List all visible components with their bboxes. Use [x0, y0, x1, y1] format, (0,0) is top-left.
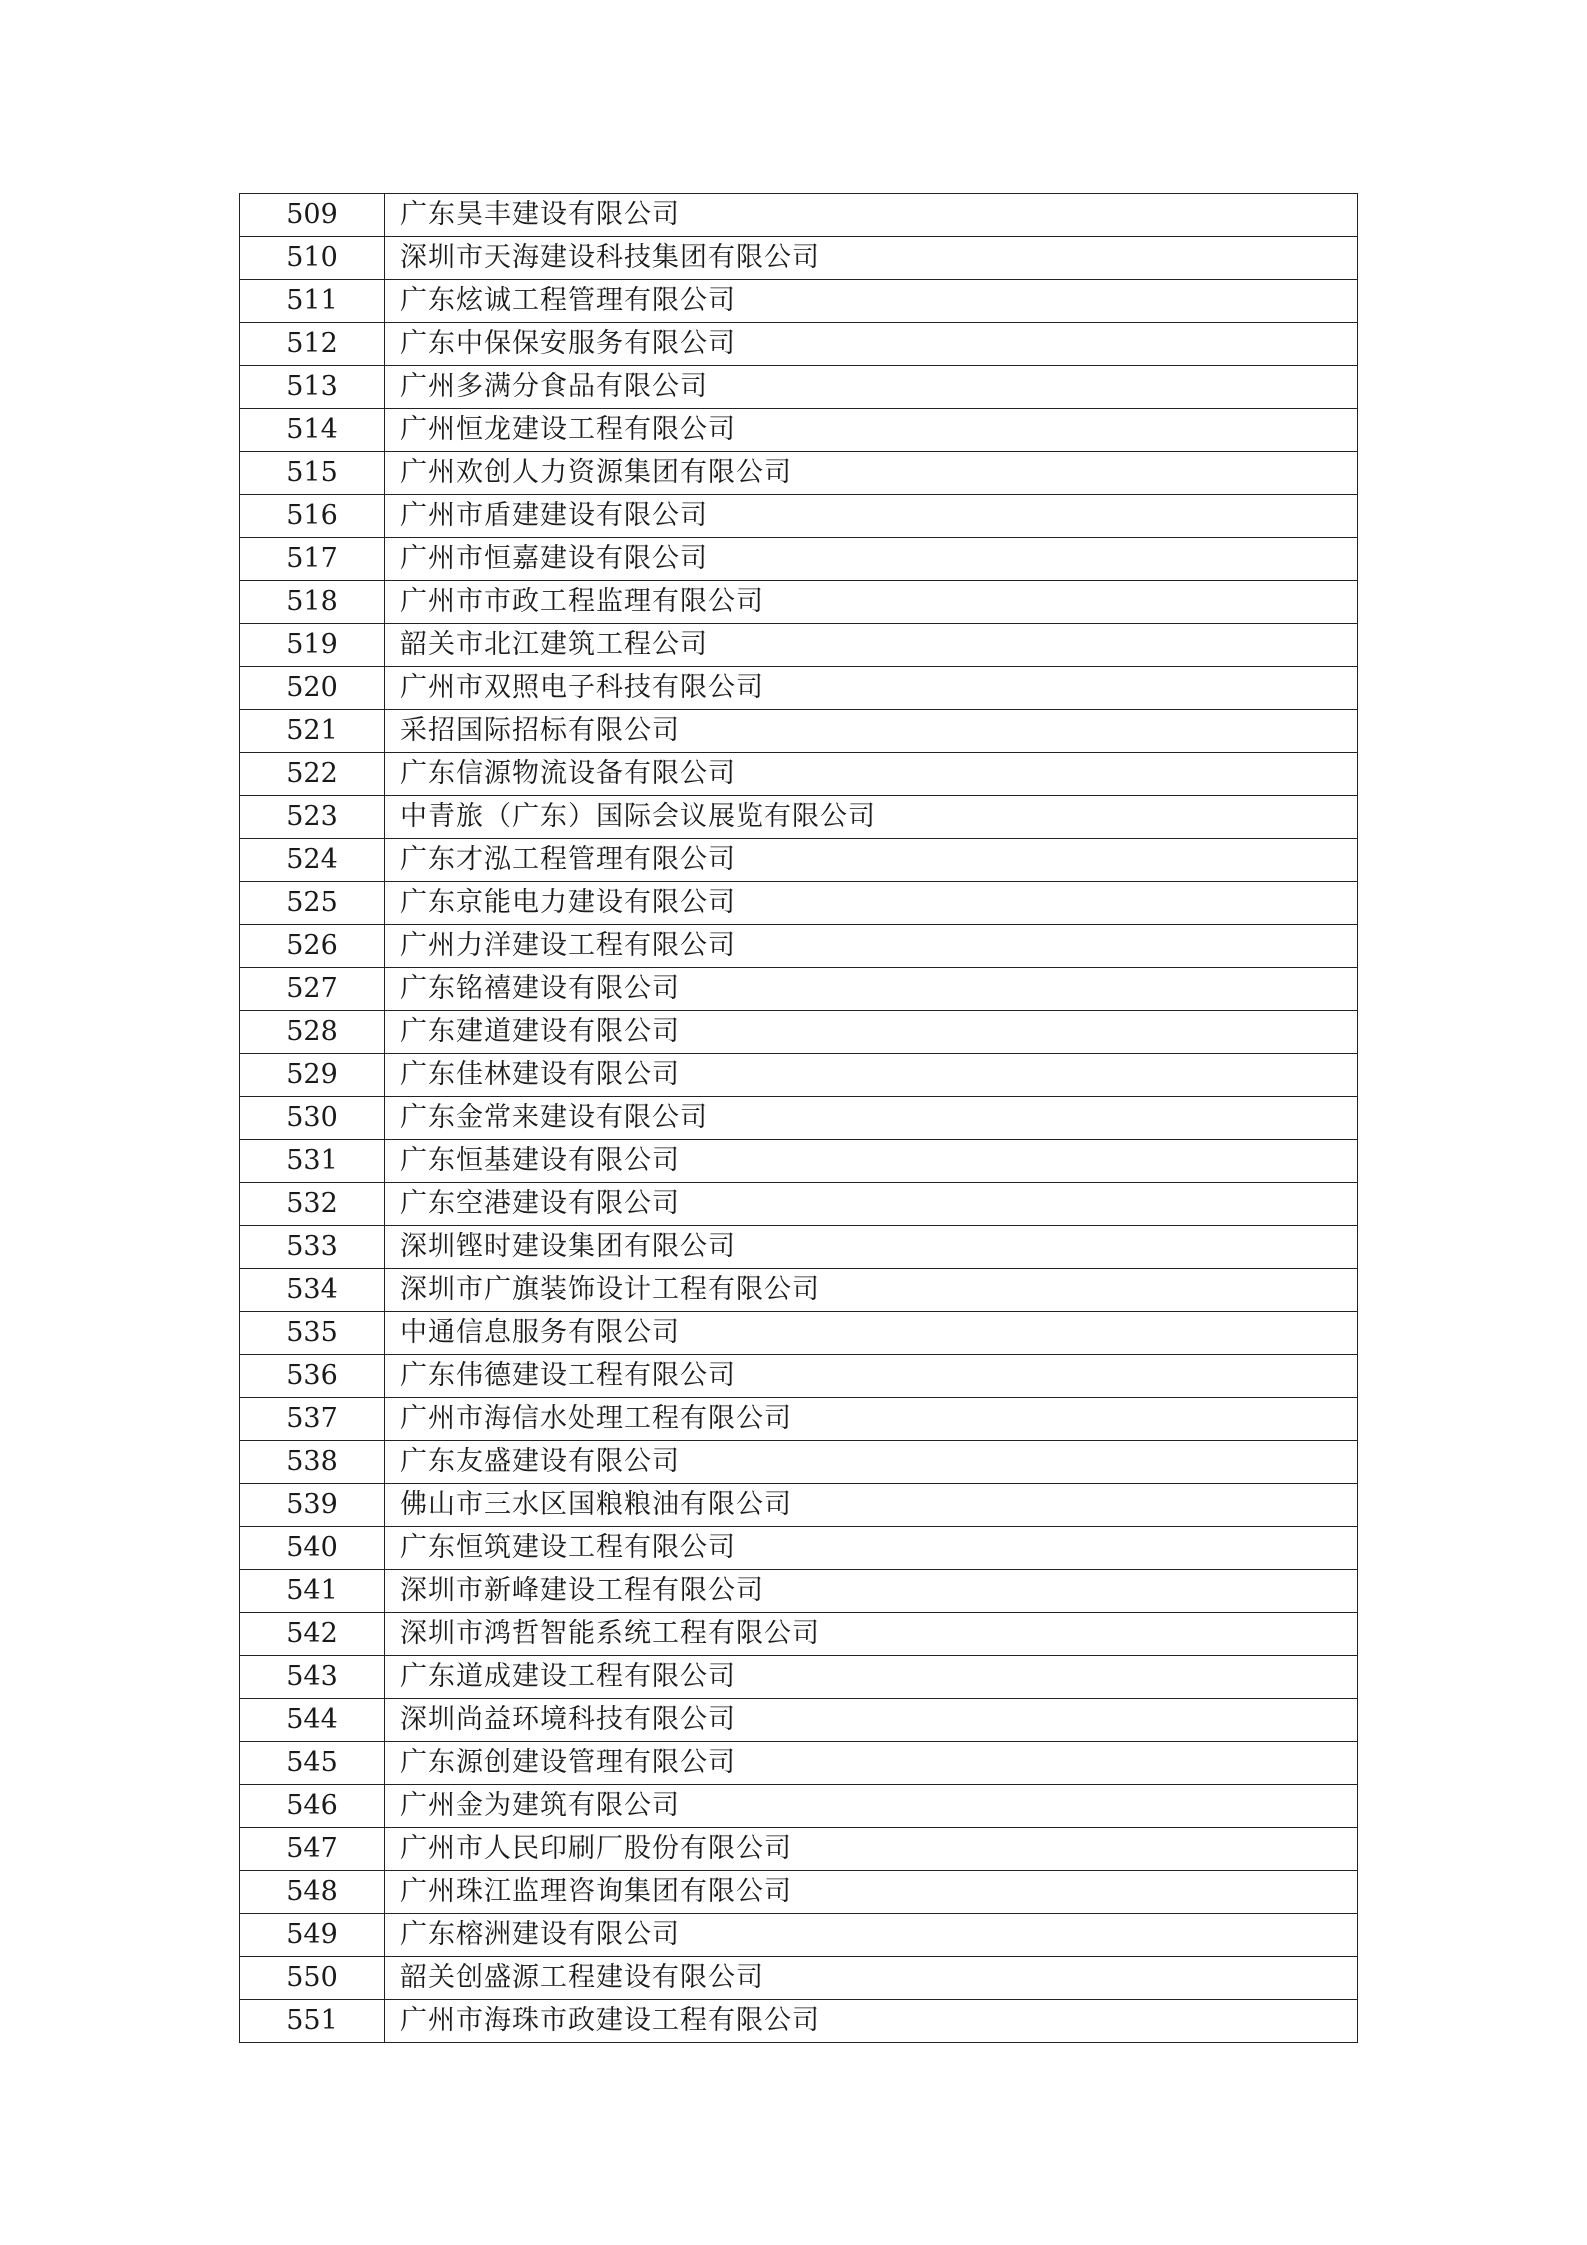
row-number-cell: 509 — [240, 194, 385, 237]
table-row — [240, 1355, 1358, 1398]
row-number-cell: 534 — [240, 1269, 385, 1312]
table-row — [240, 667, 1358, 710]
company-name-cell: 广东建道建设有限公司 — [385, 1011, 1358, 1054]
company-name-cell: 深圳市广旗装饰设计工程有限公司 — [385, 1269, 1358, 1312]
table-row — [240, 1527, 1358, 1570]
table-row — [240, 839, 1358, 882]
table-row — [240, 366, 1358, 409]
row-number-cell: 533 — [240, 1226, 385, 1269]
company-list-table — [239, 193, 1358, 2043]
row-number-cell: 531 — [240, 1140, 385, 1183]
table-row — [240, 1742, 1358, 1785]
row-number-cell: 550 — [240, 1957, 385, 2000]
row-number-cell: 551 — [240, 2000, 385, 2043]
row-number-cell: 535 — [240, 1312, 385, 1355]
company-name-cell: 广州市盾建建设有限公司 — [385, 495, 1358, 538]
company-name-cell: 广东信源物流设备有限公司 — [385, 753, 1358, 796]
company-name-cell: 广东铭禧建设有限公司 — [385, 968, 1358, 1011]
row-number-cell: 546 — [240, 1785, 385, 1828]
table-row — [240, 1054, 1358, 1097]
row-number-cell: 518 — [240, 581, 385, 624]
row-number-cell: 529 — [240, 1054, 385, 1097]
company-name-cell: 广东中保保安服务有限公司 — [385, 323, 1358, 366]
company-name-cell: 广东京能电力建设有限公司 — [385, 882, 1358, 925]
row-number-cell: 530 — [240, 1097, 385, 1140]
table-row — [240, 1226, 1358, 1269]
table-row — [240, 1484, 1358, 1527]
row-number-cell: 537 — [240, 1398, 385, 1441]
company-name-cell: 广东伟德建设工程有限公司 — [385, 1355, 1358, 1398]
table-row — [240, 1269, 1358, 1312]
row-number-cell: 544 — [240, 1699, 385, 1742]
company-name-cell: 韶关市北江建筑工程公司 — [385, 624, 1358, 667]
table-row — [240, 581, 1358, 624]
company-name-cell: 广东道成建设工程有限公司 — [385, 1656, 1358, 1699]
company-name-cell: 广州市海信水处理工程有限公司 — [385, 1398, 1358, 1441]
table-row — [240, 1957, 1358, 2000]
table-row — [240, 237, 1358, 280]
table-row — [240, 409, 1358, 452]
table-row — [240, 1914, 1358, 1957]
row-number-cell: 521 — [240, 710, 385, 753]
company-name-cell: 深圳市新峰建设工程有限公司 — [385, 1570, 1358, 1613]
company-name-cell: 广东金常来建设有限公司 — [385, 1097, 1358, 1140]
company-name-cell: 中青旅（广东）国际会议展览有限公司 — [385, 796, 1358, 839]
table-row — [240, 538, 1358, 581]
company-name-cell: 采招国际招标有限公司 — [385, 710, 1358, 753]
row-number-cell: 545 — [240, 1742, 385, 1785]
row-number-cell: 528 — [240, 1011, 385, 1054]
table-row — [240, 1011, 1358, 1054]
company-name-cell: 深圳市鸿哲智能系统工程有限公司 — [385, 1613, 1358, 1656]
table-row — [240, 495, 1358, 538]
row-number-cell: 526 — [240, 925, 385, 968]
table-row — [240, 1398, 1358, 1441]
row-number-cell: 532 — [240, 1183, 385, 1226]
row-number-cell: 525 — [240, 882, 385, 925]
company-name-cell: 广东榕洲建设有限公司 — [385, 1914, 1358, 1957]
table-row — [240, 1183, 1358, 1226]
row-number-cell: 523 — [240, 796, 385, 839]
row-number-cell: 516 — [240, 495, 385, 538]
company-name-cell: 广东恒筑建设工程有限公司 — [385, 1527, 1358, 1570]
row-number-cell: 515 — [240, 452, 385, 495]
company-name-cell: 广州市市政工程监理有限公司 — [385, 581, 1358, 624]
table-row — [240, 1097, 1358, 1140]
table-row — [240, 925, 1358, 968]
company-name-cell: 广州恒龙建设工程有限公司 — [385, 409, 1358, 452]
company-name-cell: 深圳尚益环境科技有限公司 — [385, 1699, 1358, 1742]
row-number-cell: 542 — [240, 1613, 385, 1656]
company-name-cell: 中通信息服务有限公司 — [385, 1312, 1358, 1355]
table-row — [240, 1871, 1358, 1914]
table-row — [240, 624, 1358, 667]
row-number-cell: 547 — [240, 1828, 385, 1871]
table-row — [240, 1570, 1358, 1613]
company-name-cell: 广州市海珠市政建设工程有限公司 — [385, 2000, 1358, 2043]
company-name-cell: 广东恒基建设有限公司 — [385, 1140, 1358, 1183]
table-row — [240, 1613, 1358, 1656]
row-number-cell: 511 — [240, 280, 385, 323]
table-row — [240, 1656, 1358, 1699]
row-number-cell: 536 — [240, 1355, 385, 1398]
row-number-cell: 510 — [240, 237, 385, 280]
company-name-cell: 深圳市天海建设科技集团有限公司 — [385, 237, 1358, 280]
table-row — [240, 1441, 1358, 1484]
company-name-cell: 佛山市三水区国粮粮油有限公司 — [385, 1484, 1358, 1527]
table-row — [240, 710, 1358, 753]
company-name-cell: 广州多满分食品有限公司 — [385, 366, 1358, 409]
company-name-cell: 广州市双照电子科技有限公司 — [385, 667, 1358, 710]
row-number-cell: 522 — [240, 753, 385, 796]
company-name-cell: 广东友盛建设有限公司 — [385, 1441, 1358, 1484]
table-row — [240, 796, 1358, 839]
company-name-cell: 韶关创盛源工程建设有限公司 — [385, 1957, 1358, 2000]
company-name-cell: 广州市人民印刷厂股份有限公司 — [385, 1828, 1358, 1871]
table-row — [240, 2000, 1358, 2043]
company-name-cell: 广州力洋建设工程有限公司 — [385, 925, 1358, 968]
table-row — [240, 323, 1358, 366]
table-row — [240, 968, 1358, 1011]
row-number-cell: 514 — [240, 409, 385, 452]
table-row — [240, 280, 1358, 323]
table-row — [240, 1312, 1358, 1355]
company-list-body — [240, 194, 1358, 2043]
row-number-cell: 540 — [240, 1527, 385, 1570]
company-name-cell: 广东源创建设管理有限公司 — [385, 1742, 1358, 1785]
company-name-cell: 广东才泓工程管理有限公司 — [385, 839, 1358, 882]
table-row — [240, 1785, 1358, 1828]
row-number-cell: 543 — [240, 1656, 385, 1699]
company-name-cell: 广东炫诚工程管理有限公司 — [385, 280, 1358, 323]
company-name-cell: 广东佳林建设有限公司 — [385, 1054, 1358, 1097]
row-number-cell: 527 — [240, 968, 385, 1011]
row-number-cell: 541 — [240, 1570, 385, 1613]
row-number-cell: 524 — [240, 839, 385, 882]
row-number-cell: 549 — [240, 1914, 385, 1957]
table-row — [240, 1140, 1358, 1183]
company-name-cell: 广州欢创人力资源集团有限公司 — [385, 452, 1358, 495]
table-row — [240, 1699, 1358, 1742]
company-name-cell: 深圳铿时建设集团有限公司 — [385, 1226, 1358, 1269]
row-number-cell: 538 — [240, 1441, 385, 1484]
table-row — [240, 882, 1358, 925]
row-number-cell: 513 — [240, 366, 385, 409]
table-row — [240, 753, 1358, 796]
table-row — [240, 194, 1358, 237]
row-number-cell: 517 — [240, 538, 385, 581]
row-number-cell: 512 — [240, 323, 385, 366]
row-number-cell: 548 — [240, 1871, 385, 1914]
row-number-cell: 519 — [240, 624, 385, 667]
company-name-cell: 广东空港建设有限公司 — [385, 1183, 1358, 1226]
table-row — [240, 452, 1358, 495]
company-name-cell: 广东昊丰建设有限公司 — [385, 194, 1358, 237]
table-row — [240, 1828, 1358, 1871]
company-name-cell: 广州金为建筑有限公司 — [385, 1785, 1358, 1828]
company-name-cell: 广州珠江监理咨询集团有限公司 — [385, 1871, 1358, 1914]
company-name-cell: 广州市恒嘉建设有限公司 — [385, 538, 1358, 581]
row-number-cell: 539 — [240, 1484, 385, 1527]
row-number-cell: 520 — [240, 667, 385, 710]
